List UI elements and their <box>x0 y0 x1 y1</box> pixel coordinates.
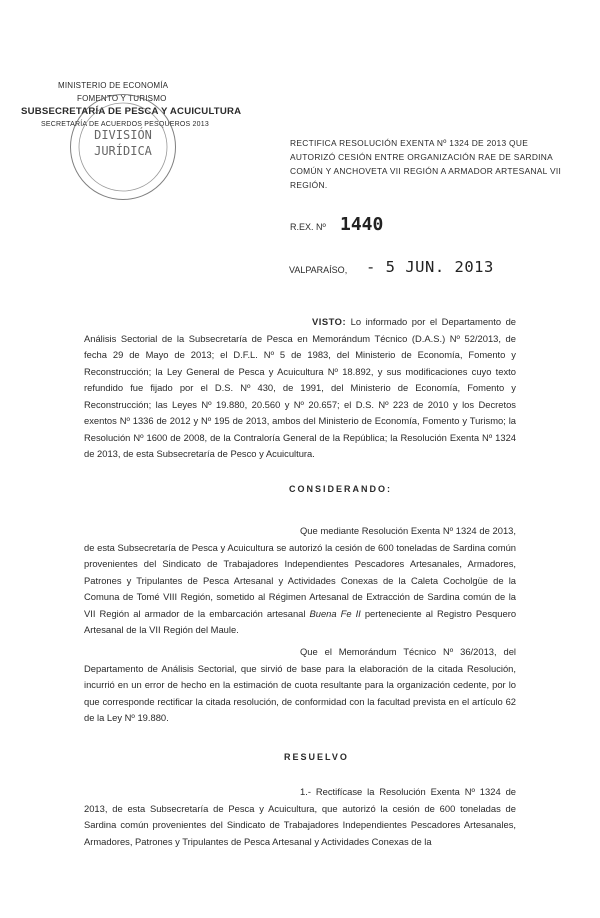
resuelvo-heading: RESUELVO <box>284 752 349 762</box>
visto-text: Lo informado por el Departamento de Análisis Sectorial de la Subsecretaría de Pesca en Memorándum Técnico (D.A.S.) Nº 52/2013, de fecha 29 de Mayo de 2013; el D.F.L. Nº 5 de 1983, del Ministerio de Economía, Fomento y Reconstrucción; la Ley General de Pesca y Acuicultura Nº 18.892, y sus modificaciones cuyo texto refundido fue fijado por el D.S. Nº 430, de 1991, del Ministerio de Economía, Fomento y Reconstrucción; las Leyes Nº 19.880, 20.560 y Nº 20.657; el D.S. Nº 223 de 2010 y los Decretos exentos Nº 1336 de 2012 y Nº 195 de 2013, ambos del Ministerio de Economía, Fomento y Turismo; la Resolución Nº 1600 de 2008, de la Contraloría General de la República; la Resolución Exenta Nº 1324 de 2013, de esta Subsecretaría de Pesco y Acuicultura. <box>84 316 517 459</box>
considerando-paragraph-1 <box>84 523 516 639</box>
place: VALPARAÍSO, <box>289 265 348 275</box>
considerando-text-1a: Que mediante Resolución Exenta Nº 1324 de 2013, de esta Subsecretaría de Pesca y Acuicultura se autorizó la cesión de 600 toneladas de Sardina común provenientes del Sindicato de Trabajadores Independientes Pescadores Artesanales, Armadores, Patrones y Tripulantes de Pesca Artesanal y Actividades Conexas de la Caleta Cocholgüe de la Comuna de Tomé VIII Región, sometido al Régimen Artesanal de Extracción de Sardina común de la VII Región al armador de la embarcación artesanal <box>84 525 516 619</box>
resuelvo-paragraph-1: 1.- Rectifícase la Resolución Exenta Nº 1324 de 2013, de esta Subsecretaría de Pesca y Acuicultura, que autorizó la cesión de 600 toneladas de Sardina común provenientes del Sindicato de Trabajadores Independientes Pescadores Artesanales, Armadores, Patrones y Tripulantes de Pesca Artesanal y Actividades Conexas de la <box>84 786 516 847</box>
resolution-label: R.EX. Nº <box>290 222 326 232</box>
considerando-heading: CONSIDERANDO: <box>289 484 393 494</box>
division-stamp <box>70 94 176 200</box>
agency-name: SUBSECRETARÍA DE PESCA Y ACUICULTURA <box>21 106 242 117</box>
considerando-paragraph-2: Que el Memorándum Técnico Nº 36/2013, del Departamento de Análisis Sectorial, que sirvió de base para la elaboración de la citada Resolución, incurrió en un error de hecho en la estimación de cuota resultante para la organización cedente, por lo que corresponde rectificar la citada resolución, de conformidad con la facultad prevista en el artículo 62 de la Ley Nº 19.880. <box>84 646 516 723</box>
resolution-number: 1440 <box>340 214 384 235</box>
date-stamp: - 5 JUN. 2013 <box>366 258 494 276</box>
reference-summary: RECTIFICA RESOLUCIÓN EXENTA Nº 1324 DE 2013 QUE AUTORIZÓ CESIÓN ENTRE ORGANIZACIÓN RAE DE SARDINA COMÚN Y ANCHOVETA VII REGIÓN A ARMADOR ARTESANAL VII REGIÓN. <box>290 138 562 190</box>
considerando-text-1b: perteneciente al Registro Pesquero Artesanal de la VII Región del Maule. <box>84 607 517 635</box>
stamp-line-2: JURÍDICA <box>94 144 152 158</box>
agency-office: SECRETARÍA DE ACUERDOS PESQUEROS 2013 <box>41 121 209 128</box>
visto-label: VISTO: <box>312 316 347 327</box>
stamp-text <box>93 127 153 159</box>
visto-paragraph <box>84 314 516 463</box>
ministry-subtitle: FOMENTO Y TURISMO <box>77 94 167 103</box>
ministry-name: MINISTERIO DE ECONOMÍA <box>58 81 169 90</box>
vessel-name: Buena Fe II <box>309 607 361 619</box>
stamp-line-1: DIVISIÓN <box>94 128 152 142</box>
